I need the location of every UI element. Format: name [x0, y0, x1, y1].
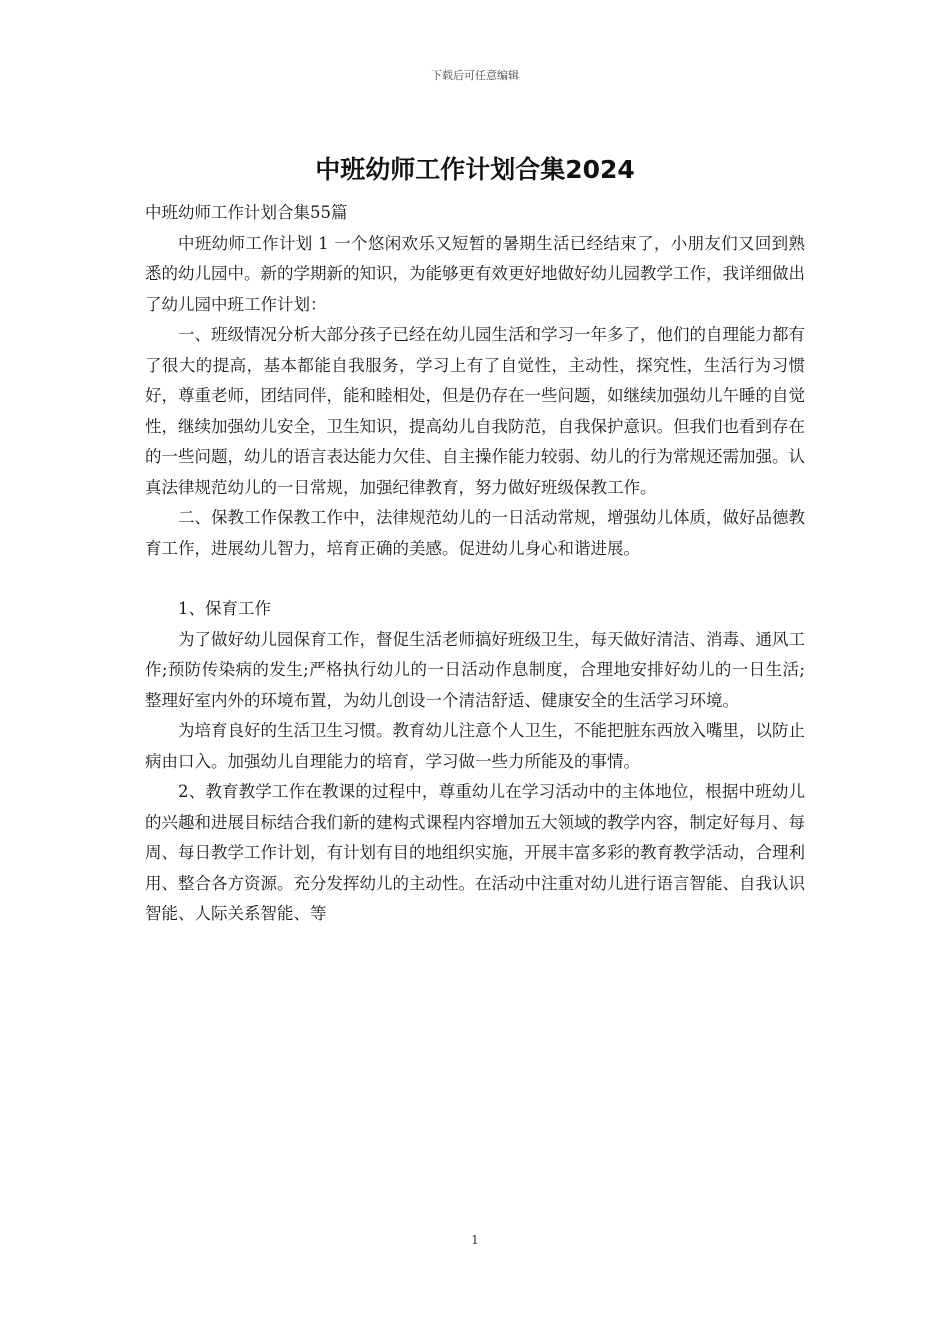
paragraph-class-analysis: 一、班级情况分析大部分孩子已经在幼儿园生活和学习一年多了，他们的自理能力都有了很大的提高，基本都能自我服务，学习上有了自觉性，主动性，探究性，生活行为习惯好，尊重老师，团结同伴，能和睦相处，但是仍存在一些问题，如继续加强幼儿午睡的自觉性，继续加强幼儿安全，卫生知识，提高幼儿自我防范，自我保护意识。但我们也看到存在的一些问题，幼儿的语言表达能力欠佳、自主操作能力较弱、幼儿的行为常规还需加强。认真法律规范幼儿的一日常规，加强纪律教育，努力做好班级保教工作。 — [145, 325, 805, 497]
paragraph-care-work: 为了做好幼儿园保育工作，督促生活老师搞好班级卫生，每天做好清洁、消毒、通风工作;预防传染病的发生;严格执行幼儿的一日活动作息制度，合理地安排好幼儿的一日生活;整理好室内外的环境布置，为幼儿创设一个清洁舒适、健康安全的生活学习环境。 — [145, 629, 805, 710]
paragraph-care-education: 二、保教工作保教工作中，法律规范幼儿的一日活动常规，增强幼儿体质，做好品德教育工作，进展幼儿智力，培育正确的美感。促进幼儿身心和谐进展。 — [145, 508, 805, 558]
page-number: 1 — [471, 1233, 479, 1247]
document-subtitle: 中班幼师工作计划合集55篇 — [145, 203, 348, 222]
paragraph-teaching-work: 2、教育教学工作在教课的过程中，尊重幼儿在学习活动中的主体地位，根据中班幼儿的兴趣和进展目标结合我们新的建构式课程内容增加五大领域的教学内容，制定好每月、每周、每日教学工作计划，有计划有目的地组织实施，开展丰富多彩的教育教学活动，合理利用、整合各方资源。充分发挥幼儿的主动性。在活动中注重对幼儿进行语言智能、自我认识智能、人际关系智能、等 — [145, 782, 805, 923]
section-heading-care: 1、保育工作 — [178, 599, 271, 618]
document-body — [145, 198, 805, 930]
header-note: 下载后可任意编辑 — [431, 69, 519, 82]
paragraph-hygiene-habits: 为培育良好的生活卫生习惯。教育幼儿注意个人卫生，不能把脏东西放入嘴里，以防止病由口入。加强幼儿自理能力的培育，学习做一些力所能及的事情。 — [145, 721, 805, 771]
paragraph-intro: 中班幼师工作计划 1 一个悠闲欢乐又短暂的暑期生活已经结束了，小朋友们又回到熟悉的幼儿园中。新的学期新的知识，为能够更有效更好地做好幼儿园教学工作，我详细做出了幼儿园中班工作计划： — [145, 233, 805, 314]
paragraph-gap — [145, 564, 805, 594]
document-title: 中班幼师工作计划合集2024 — [315, 155, 635, 184]
